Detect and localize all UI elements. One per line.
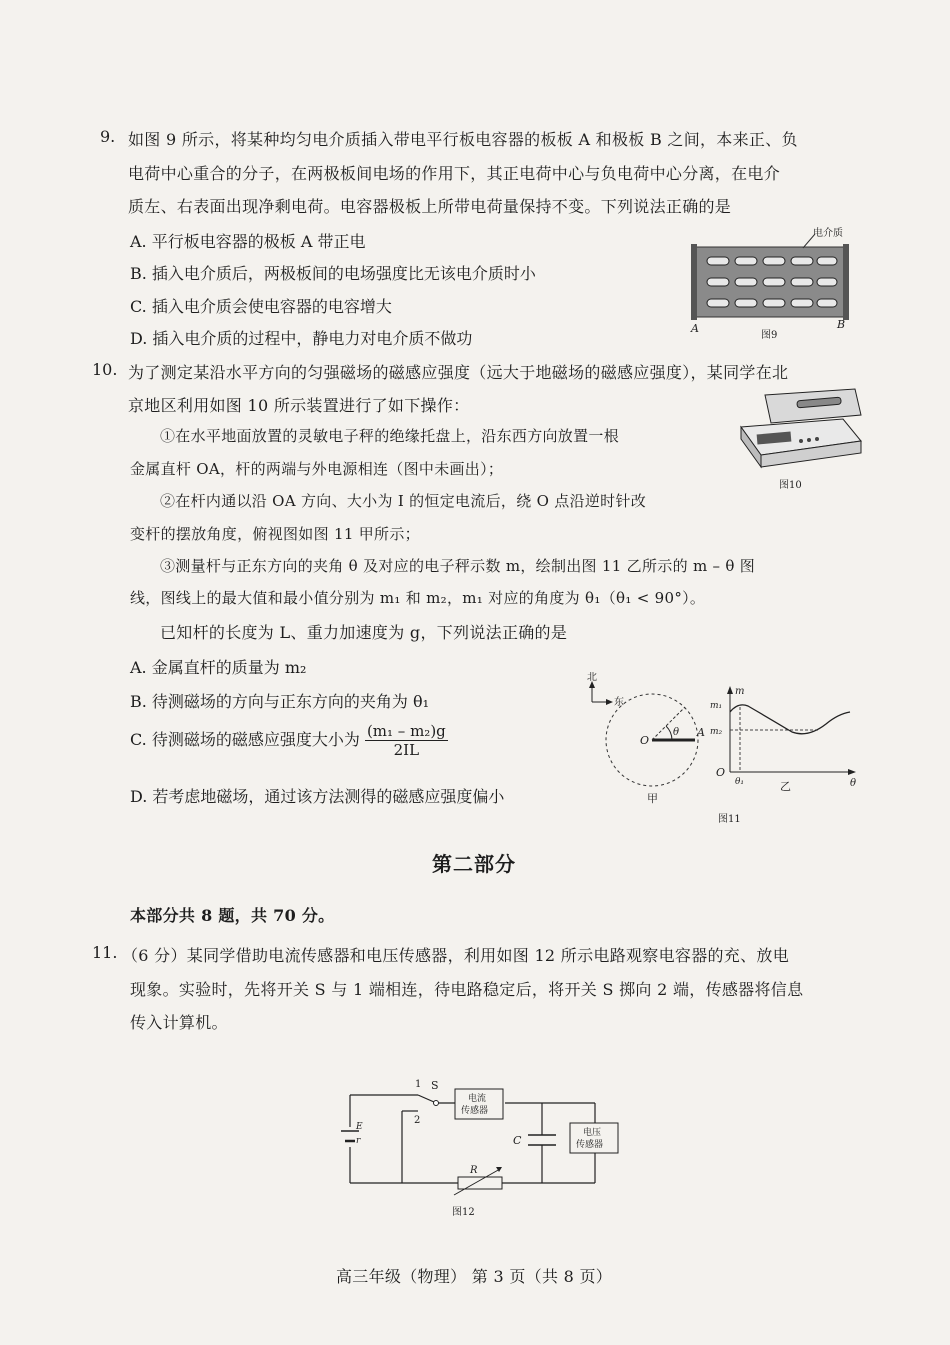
q11-number: 11. <box>92 943 118 962</box>
figure-11 <box>580 672 870 832</box>
q10-known: 已知杆的长度为 L、重力加速度为 g，下列说法正确的是 <box>160 623 568 642</box>
right-caption: 乙 <box>780 780 791 793</box>
x-axis-label: θ <box>850 778 857 789</box>
figure-9-label: 图9 <box>761 330 778 341</box>
figure-11-label: 图11 <box>718 814 741 825</box>
resistor <box>458 1177 502 1189</box>
plate-b-label: B <box>837 318 846 331</box>
page-footer: 高三年级（物理） 第 3 页（共 8 页） <box>336 1267 613 1286</box>
q10-step-3a: ③测量杆与正东方向的夹角 θ 及对应的电子秤示数 m，绘制出图 11 乙所示的 m – θ 图 <box>160 557 756 575</box>
plate-a <box>691 244 697 320</box>
origin-o-left: O <box>640 734 650 747</box>
svg-text:电压: 电压 <box>583 1128 602 1138</box>
q10-step-2a: ②在杆内通以沿 OA 方向、大小为 I 的恒定电流后，绕 O 点沿逆时针改 <box>160 492 647 510</box>
q10-number: 10. <box>92 360 118 379</box>
theta1-label: θ₁ <box>735 777 745 787</box>
left-caption: 甲 <box>647 792 658 805</box>
q10-stem-line-1: 为了测定某沿水平方向的匀强磁场的磁感应强度（远大于地磁场的磁感应强度），某同学在北 <box>128 363 789 382</box>
svg-text:传感器: 传感器 <box>576 1140 604 1150</box>
point-a-label: A <box>697 726 705 739</box>
fraction-denominator: 2IL <box>393 741 420 759</box>
q10-step-3b: 线，图线上的最大值和最小值分别为 m₁ 和 m₂，m₁ 对应的角度为 θ₁（θ₁ < 90°）。 <box>130 589 706 607</box>
part2-heading: 第二部分 <box>432 852 516 876</box>
figure-10-label: 图10 <box>779 480 802 491</box>
figure-12-label: 图12 <box>452 1207 475 1218</box>
svg-text:传感器: 传感器 <box>461 1106 489 1116</box>
figure-10 <box>735 385 865 495</box>
capacitor-label: C <box>513 1134 522 1147</box>
q9-option-a: A. 平行板电容器的极板 A 带正电 <box>130 232 366 251</box>
internal-r-label: r <box>356 1136 361 1146</box>
q10-step-2b: 变杆的摆放角度，俯视图如图 11 甲所示； <box>130 525 420 543</box>
q10-option-d: D. 若考虑地磁场，通过该方法测得的磁感应强度偏小 <box>130 787 505 806</box>
q9-stem-line-1: 如图 9 所示，将某种均匀电介质插入带电平行板电容器的板板 A 和极板 B 之间，本来正、负 <box>128 130 798 149</box>
q10-stem-line-2: 京地区利用如图 10 所示装置进行了如下操作： <box>128 396 470 415</box>
svg-text:电流: 电流 <box>468 1094 487 1104</box>
q10-step-1b: 金属直杆 OA，杆的两端与外电源相连（图中未画出）； <box>130 460 504 478</box>
east-label: 东 <box>614 697 624 708</box>
q10-step-1a: ①在水平地面放置的灵敏电子秤的绝缘托盘上，沿东西方向放置一根 <box>160 427 620 445</box>
theta-label-left: θ <box>673 727 680 738</box>
m-theta-curve <box>730 705 850 734</box>
origin-o-right: O <box>716 766 726 779</box>
resistor-label: R <box>470 1165 478 1176</box>
q11-stem-line-2: 现象。实验时，先将开关 S 与 1 端相连，待电路稳定后，将开关 S 掷向 2 端，传感器将信息 <box>130 980 804 999</box>
terminal-1-label: 1 <box>415 1079 422 1090</box>
figure-9 <box>685 222 865 344</box>
y-axis-label: m <box>735 686 745 697</box>
q10-option-c-text: C. 待测磁场的磁感应强度大小为 <box>130 730 360 749</box>
q11-stem-line-1: （6 分）某同学借助电流传感器和电压传感器，利用如图 12 所示电路观察电容器的充、放电 <box>122 946 789 965</box>
terminal-2-label: 2 <box>414 1115 421 1126</box>
part2-summary: 本部分共 8 题，共 70 分。 <box>130 906 335 925</box>
m2-label: m₂ <box>710 727 723 737</box>
plate-b <box>843 244 849 320</box>
q9-number: 9. <box>100 127 116 146</box>
switch-label: S <box>431 1079 439 1092</box>
q10-option-b: B. 待测磁场的方向与正东方向的夹角为 θ₁ <box>130 692 430 711</box>
q9-option-d: D. 插入电介质的过程中，静电力对电介质不做功 <box>130 329 473 348</box>
q11-stem-line-3: 传入计算机。 <box>130 1013 228 1032</box>
plate-a-label: A <box>691 322 699 335</box>
emf-label: E <box>356 1122 363 1132</box>
q10-option-a: A. 金属直杆的质量为 m₂ <box>130 658 307 677</box>
fraction-numerator: (m₁ – m₂)g <box>366 722 446 740</box>
q10-option-c-fraction <box>365 722 448 759</box>
q10-option-c <box>130 722 448 759</box>
q9-option-b: B. 插入电介质后，两极板间的电场强度比无该电介质时小 <box>130 264 536 283</box>
figure-12 <box>330 1065 630 1225</box>
m1-label: m₁ <box>710 701 723 711</box>
q9-stem-line-2: 电荷中心重合的分子，在两极板间电场的作用下，其正电荷中心与负电荷中心分离，在电介 <box>128 164 781 183</box>
dielectric-label: 电介质 <box>813 228 843 239</box>
q9-option-c: C. 插入电介质会使电容器的电容增大 <box>130 297 392 316</box>
north-label: 北 <box>587 672 597 683</box>
q9-stem-line-3: 质左、右表面出现净剩电荷。电容器极板上所带电荷量保持不变。下列说法正确的是 <box>128 197 732 216</box>
